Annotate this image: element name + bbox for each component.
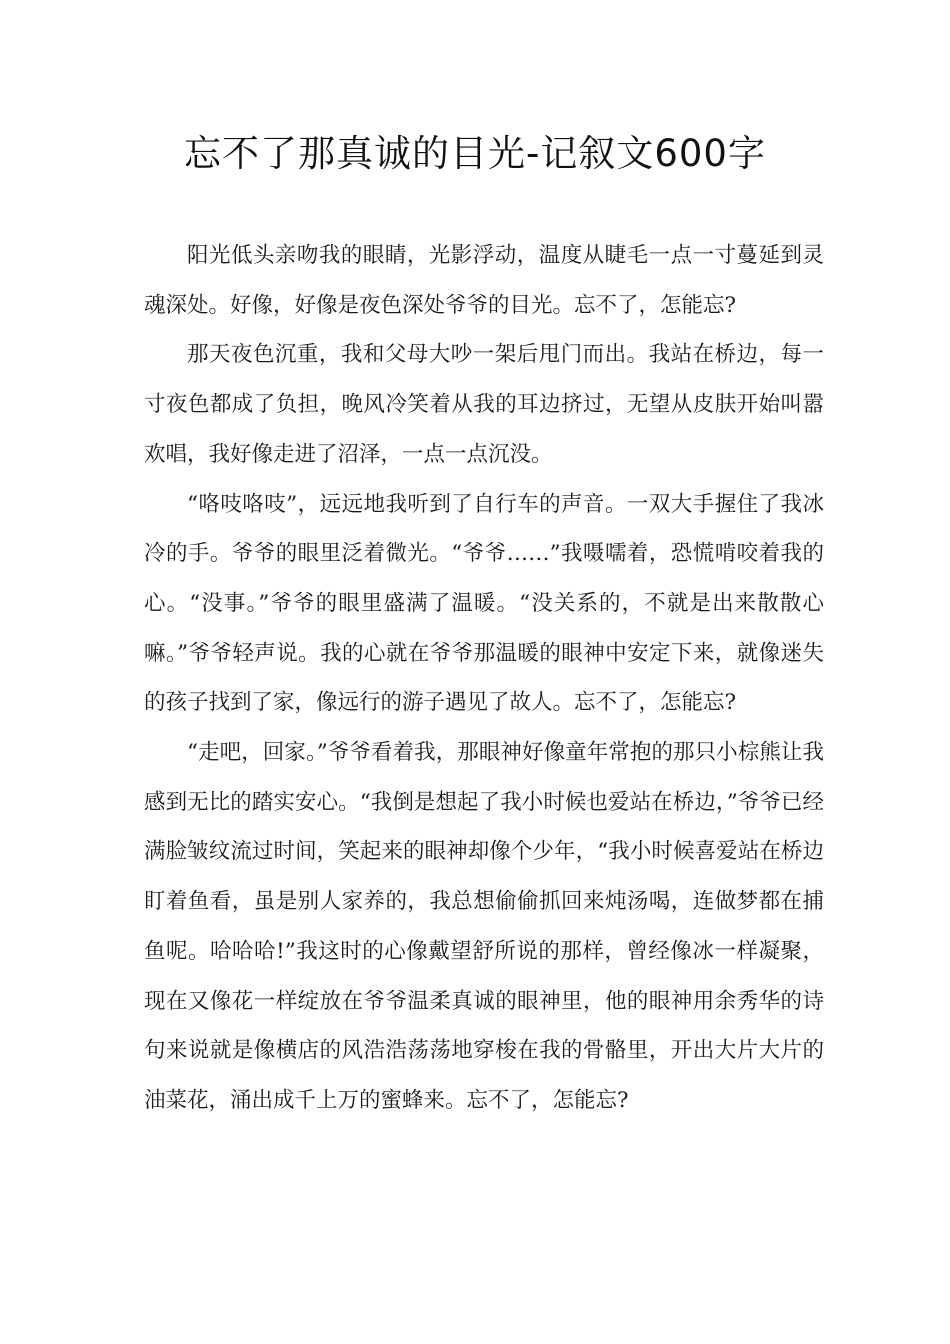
document-body: [144, 231, 824, 1126]
document-title: 忘不了那真诚的目光-记叙文600字: [184, 132, 766, 175]
paragraph: “咯吱咯吱”，远远地我听到了自行车的声音。一双大手握住了我冰冷的手。爷爷的眼里泛着微光。“爷爷……”我嗫嚅着，恐慌啃咬着我的心。“没事。”爷爷的眼里盛满了温暖。“没关系的，不就是出来散散心嘛。”爷爷轻声说。我的心就在爷爷那温暖的眼神中安定下来，就像迷失的孩子找到了家，像远行的游子遇见了故人。忘不了，怎能忘?: [144, 491, 824, 716]
paragraph: 那天夜色沉重，我和父母大吵一架后甩门而出。我站在桥边，每一寸夜色都成了负担，晚风冷笑着从我的耳边挤过，无望从皮肤开始叫嚣欢唱，我好像走进了沼泽，一点一点沉没。: [144, 342, 824, 467]
paragraph: 阳光低头亲吻我的眼睛，光影浮动，温度从睫毛一点一寸蔓延到灵魂深处。好像，好像是夜色深处爷爷的目光。忘不了，怎能忘?: [144, 243, 824, 318]
paragraph: “走吧，回家。”爷爷看着我，那眼神好像童年常抱的那只小棕熊让我感到无比的踏实安心。“我倒是想起了我小时候也爱站在桥边，”爷爷已经满脸皱纹流过时间，笑起来的眼神却像个少年，“我小时候喜爱站在桥边盯着鱼看，虽是别人家养的，我总想偷偷抓回来炖汤喝，连做梦都在捕鱼呢。哈哈哈!”我这时的心像戴望舒所说的那样，曾经像冰一样凝聚，现在又像花一样绽放在爷爷温柔真诚的眼神里，他的眼神用余秀华的诗句来说就是像横店的风浩浩荡荡地穿梭在我的骨骼里，开出大片大片的油菜花，涌出成千上万的蜜蜂来。忘不了，怎能忘?: [144, 740, 824, 1113]
